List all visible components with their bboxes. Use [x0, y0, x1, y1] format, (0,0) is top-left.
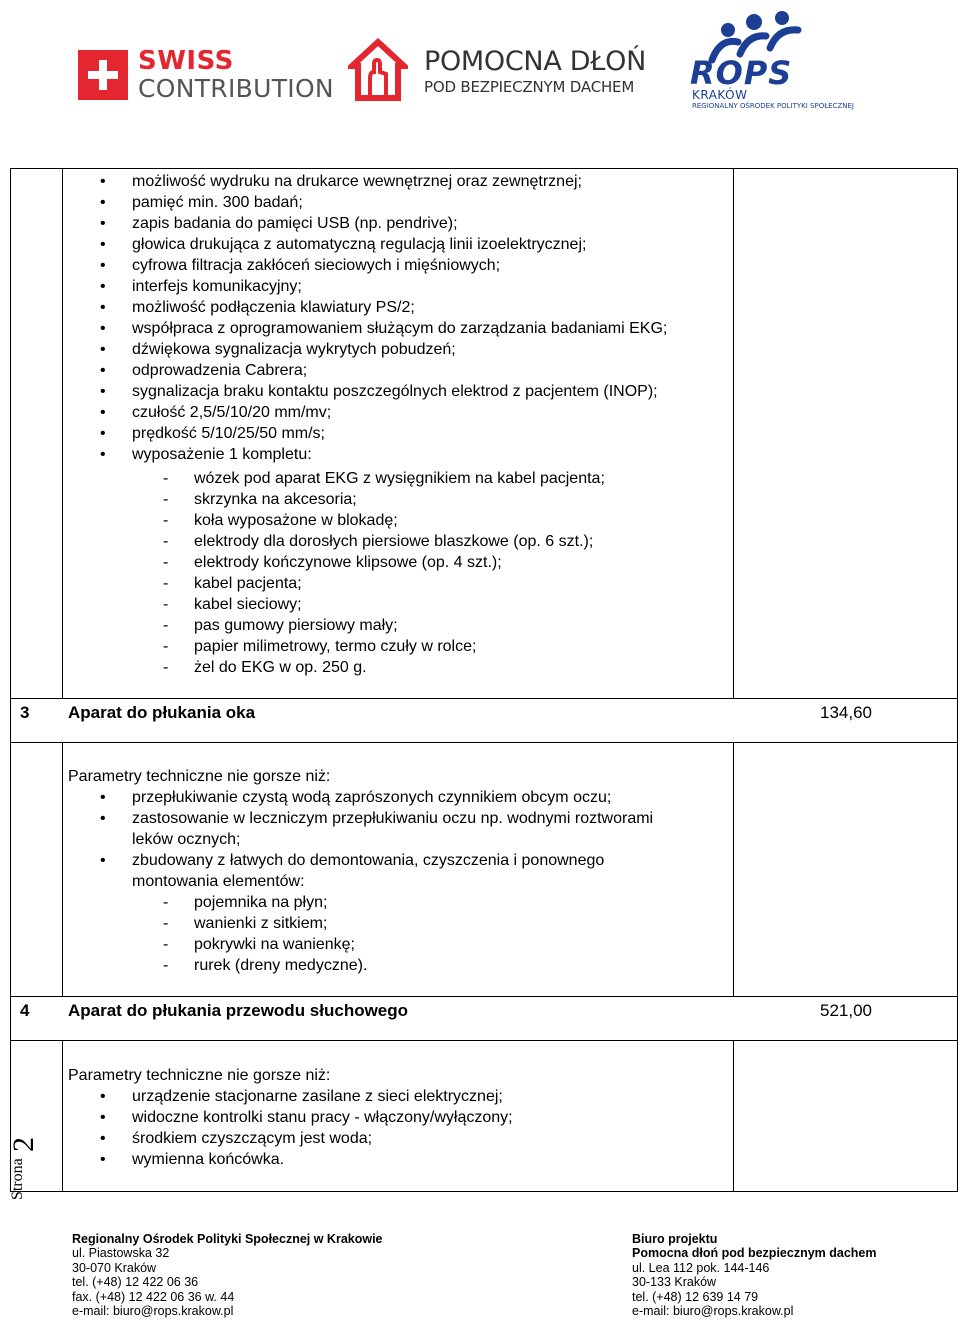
section4-price: 521,00 [820, 1001, 872, 1020]
section4-title: Aparat do płukania przewodu słuchowego [68, 1001, 409, 1020]
list-item: • zbudowany z łatwych do demontowania, czyszczenia i ponownego [68, 850, 653, 871]
footer-right-line: ul. Lea 112 pok. 144-146 [632, 1260, 770, 1275]
footer-right-address [632, 1232, 876, 1318]
list-item: • możliwość podłączenia klawiatury PS/2; [68, 297, 667, 318]
section3-price: 134,60 [820, 703, 872, 722]
list-item: • pamięć min. 300 badań; [68, 192, 667, 213]
rops-logo-title: ROPS [690, 54, 793, 92]
footer-left-line: tel. (+48) 12 422 06 36 [72, 1275, 199, 1290]
section2-bullet-list [68, 171, 667, 465]
list-item: • cyfrowa filtracja zakłóceń sieciowych i mięśniowych; [68, 255, 667, 276]
table-divider-row4-body [10, 1040, 958, 1041]
list-item: • przepłukiwanie czystą wodą zaprószonych czynnikiem obcym oczu; [68, 787, 653, 808]
list-item: • zastosowanie w leczniczym przepłukiwaniu oczu np. wodnymi roztworami [68, 808, 653, 829]
table-border-bottom [10, 1191, 958, 1192]
list-item: • widoczne kontrolki stanu pracy - włączony/wyłączony; [68, 1107, 513, 1128]
swiss-logo-line1: SWISS [138, 46, 234, 76]
footer-left-line: 30-070 Kraków [72, 1260, 157, 1275]
table-col-divider-2a [733, 168, 734, 698]
table-border-top [10, 168, 958, 169]
list-item: - koła wyposażone w blokadę; [68, 510, 605, 531]
header-logos [0, 0, 960, 120]
list-item: - pojemnika na płyn; [68, 892, 367, 913]
footer-left-line: ul. Piastowska 32 [72, 1246, 170, 1261]
section4-bullet-list [68, 1086, 513, 1170]
list-item: - kabel pacjenta; [68, 573, 605, 594]
page-number-label [5, 1120, 45, 1210]
footer-right-line: tel. (+48) 12 639 14 79 [632, 1289, 759, 1304]
list-item: • prędkość 5/10/25/50 mm/s; [68, 423, 667, 444]
list-item: - wanienki z sitkiem; [68, 913, 367, 934]
list-item: • środkiem czyszczącym jest woda; [68, 1128, 513, 1149]
section3-title: Aparat do płukania oka [68, 703, 256, 722]
list-item: • wymienna końcówka. [68, 1149, 513, 1170]
footer-right-email: e-mail: biuro@rops.krakow.pl [632, 1304, 794, 1319]
section3-bullet-list [68, 787, 653, 892]
list-item: - elektrody kończynowe klipsowe (op. 4 szt.); [68, 552, 605, 573]
page-label-text: Strona [9, 1158, 26, 1200]
list-item: - pas gumowy piersiowy mały; [68, 615, 605, 636]
footer-left-email: e-mail: biuro@rops.krakow.pl [72, 1304, 234, 1319]
list-item: - żel do EKG w op. 250 g. [68, 657, 605, 678]
house-hand-icon [348, 38, 408, 104]
rops-logo-full: REGIONALNY OŚRODEK POLITYKI SPOŁECZNEJ [692, 102, 854, 110]
list-item-continuation [68, 829, 653, 850]
list-item: • współpraca z oprogramowaniem służącym do zarządzania badaniami EKG; [68, 318, 667, 339]
list-item: • dźwiękowa sygnalizacja wykrytych pobudzeń; [68, 339, 667, 360]
table-col-divider-2b [733, 742, 734, 996]
specification-table [10, 168, 958, 1192]
table-col-divider-1b [62, 742, 63, 996]
table-col-divider-2c [733, 1040, 734, 1191]
list-item: • urządzenie stacjonarne zasilane z sieci elektrycznej; [68, 1086, 513, 1107]
section3-number: 3 [20, 703, 30, 722]
list-item: • zapis badania do pamięci USB (np. pendrive); [68, 213, 667, 234]
table-col-divider-1a [62, 168, 63, 698]
table-border-left [10, 168, 11, 1192]
list-item: - rurek (dreny medyczne). [68, 955, 367, 976]
list-item: • interfejs komunikacyjny; [68, 276, 667, 297]
list-item-continuation-text: leków ocznych; [132, 831, 241, 848]
list-item: - pokrywki na wanienkę; [68, 934, 367, 955]
pomocna-dlon-logo [348, 38, 668, 108]
list-item: • odprowadzenia Cabrera; [68, 360, 667, 381]
pomocna-logo-line1: POMOCNA DŁOŃ [424, 46, 646, 77]
section4-params-label: Parametry techniczne nie gorsze niż: [68, 1067, 331, 1084]
list-item: - elektrody dla dorosłych piersiowe blaszkowe (op. 6 szt.); [68, 531, 605, 552]
list-item: • wyposażenie 1 kompletu: [68, 444, 667, 465]
list-item: • sygnalizacja braku kontaktu poszczególnych elektrod z pacjentem (INOP); [68, 381, 667, 402]
table-col-divider-1c [62, 1040, 63, 1191]
list-item: - wózek pod aparat EKG z wysięgnikiem na kabel pacjenta; [68, 468, 605, 489]
table-border-right [957, 168, 958, 1192]
footer-left-title: Regionalny Ośrodek Polityki Społecznej w Krakowie [72, 1232, 383, 1246]
section3-elements-list [68, 892, 367, 976]
section3-params-label: Parametry techniczne nie gorsze niż: [68, 768, 331, 785]
footer-right-project: Pomocna dłoń pod bezpiecznym dachem [632, 1246, 877, 1261]
list-item-continuation [68, 871, 653, 892]
list-item: - skrzynka na akcesoria; [68, 489, 605, 510]
list-item: - papier milimetrowy, termo czuły w rolce; [68, 636, 605, 657]
page-number: 2 [7, 1137, 40, 1152]
footer-right-title: Biuro projektu [632, 1232, 718, 1246]
list-item: • możliwość wydruku na drukarce wewnętrznej oraz zewnętrznej; [68, 171, 667, 192]
table-divider-row4 [10, 996, 958, 997]
footer-left-address [72, 1232, 383, 1318]
pomocna-logo-line2: POD BEZPIECZNYM DACHEM [424, 78, 635, 96]
rops-logo [690, 10, 860, 108]
list-item-continuation-text: montowania elementów: [132, 873, 305, 890]
rops-logo-city: KRAKÓW [692, 88, 748, 102]
section4-number: 4 [20, 1001, 30, 1020]
section2-equipment-list [68, 468, 605, 678]
footer-right-line: 30-133 Kraków [632, 1275, 717, 1290]
list-item: - kabel sieciowy; [68, 594, 605, 615]
table-divider-row3-body [10, 742, 958, 743]
swiss-flag-icon [78, 50, 128, 100]
swiss-logo-line2: CONTRIBUTION [138, 74, 334, 103]
table-divider-row3 [10, 698, 958, 699]
list-item: • głowica drukująca z automatyczną regulacją linii izoelektrycznej; [68, 234, 667, 255]
list-item: • czułość 2,5/5/10/20 mm/mv; [68, 402, 667, 423]
footer-left-line: fax. (+48) 12 422 06 36 w. 44 [72, 1289, 235, 1304]
